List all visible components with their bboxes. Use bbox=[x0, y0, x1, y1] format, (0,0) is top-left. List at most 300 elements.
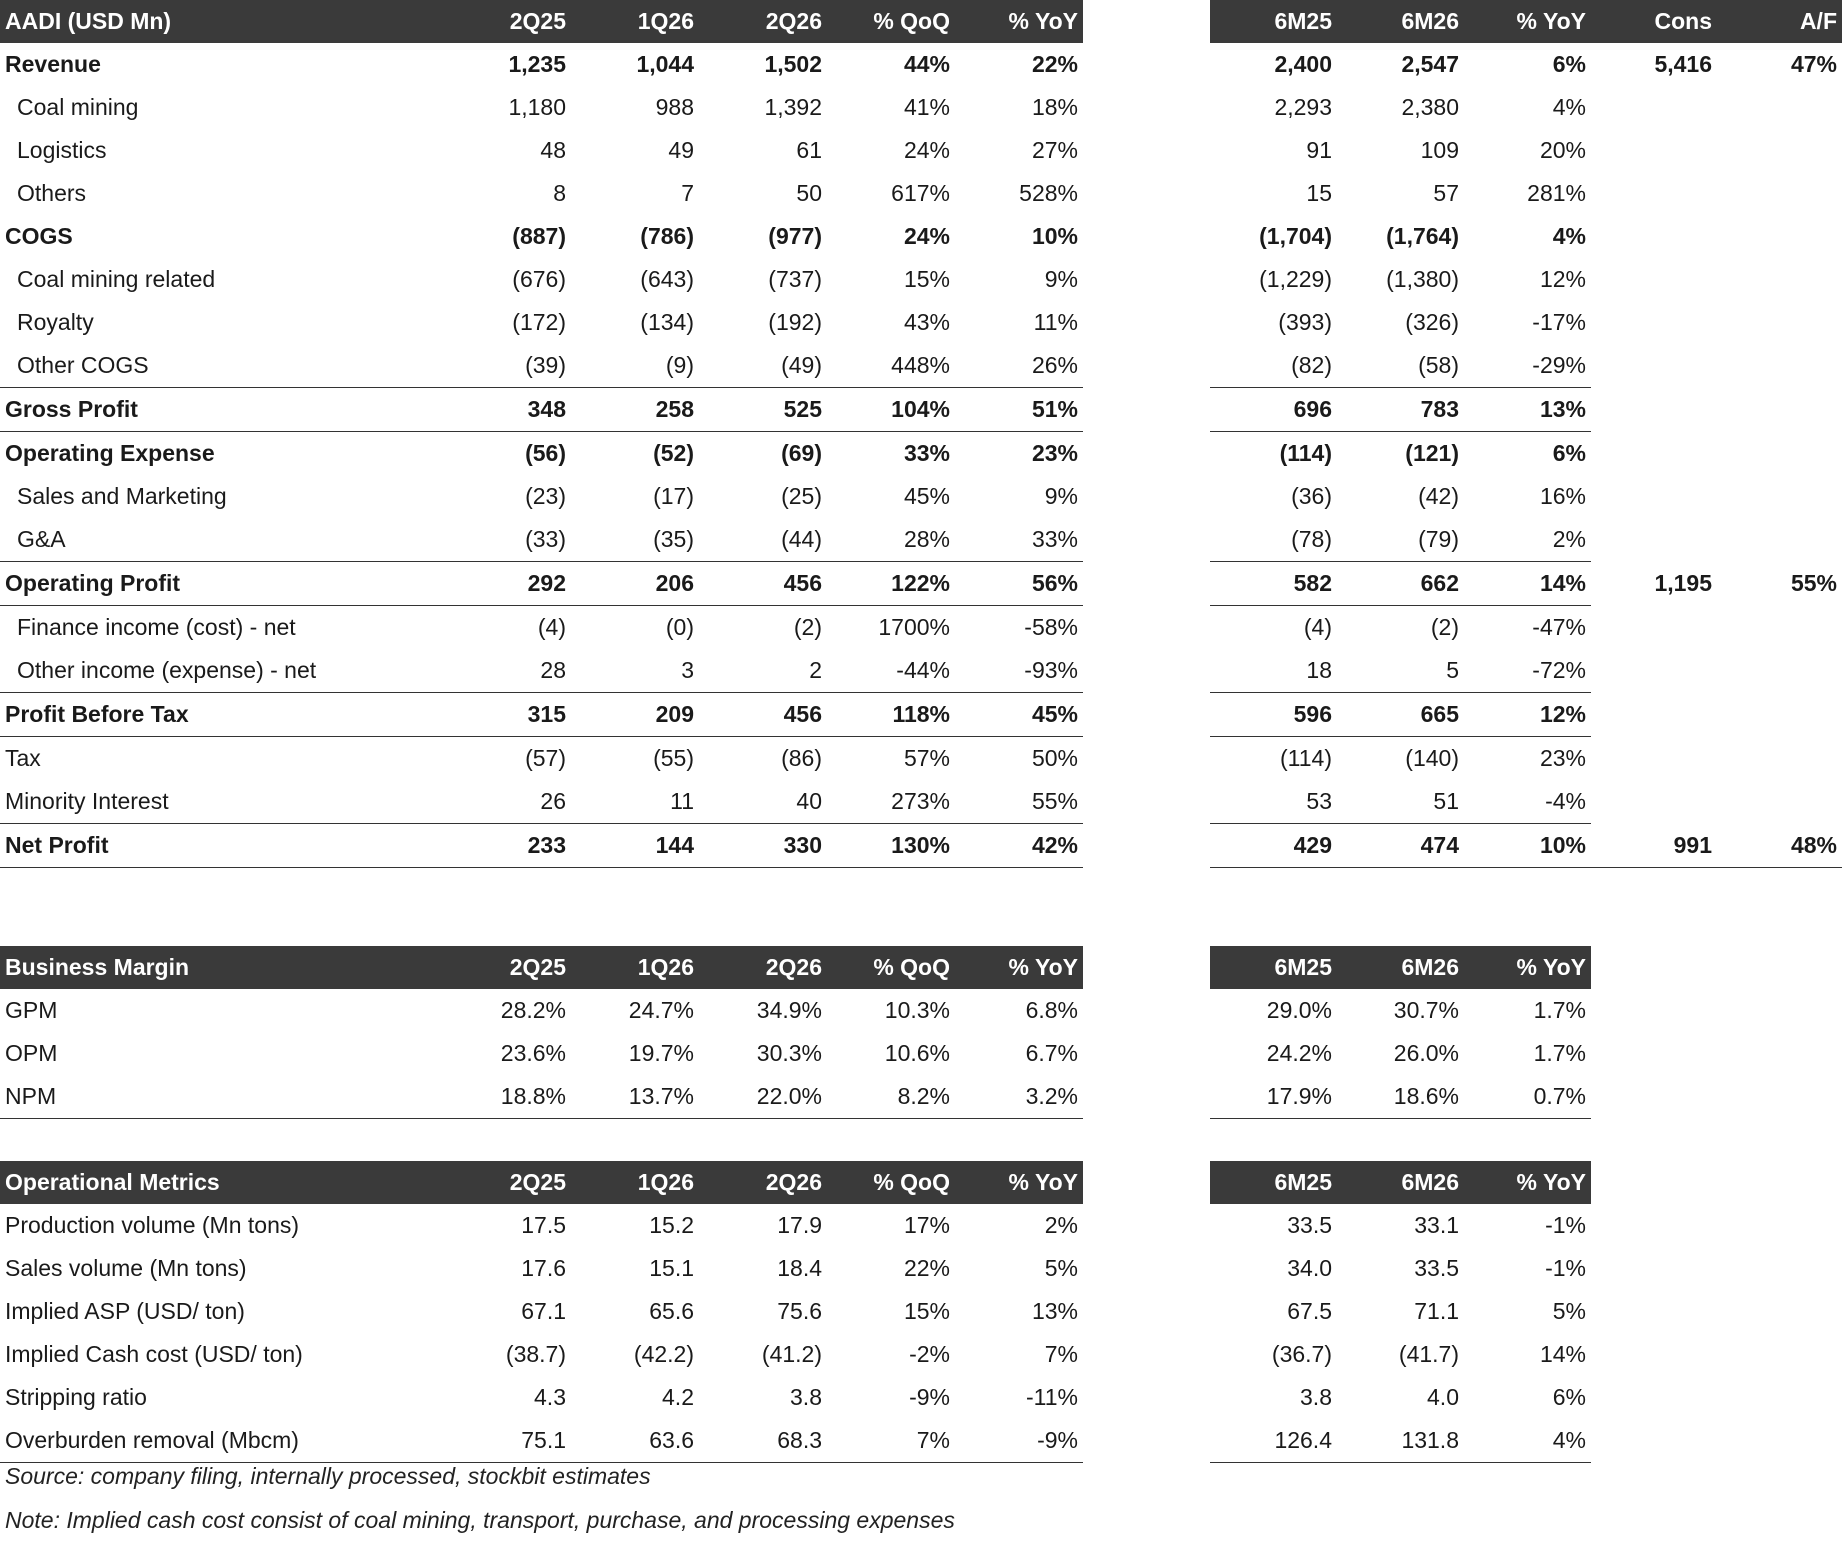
value-cell: (44) bbox=[781, 526, 822, 552]
value-cell: 2,400 bbox=[1274, 51, 1332, 77]
value-cell: 4% bbox=[1552, 223, 1586, 249]
value-cell: (737) bbox=[768, 266, 822, 292]
value-cell bbox=[1717, 215, 1842, 258]
ops-left-body bbox=[0, 1204, 1083, 1463]
value-cell: 71.1 bbox=[1414, 1298, 1459, 1324]
value-cell: (41.7) bbox=[1398, 1341, 1459, 1367]
header-cell: % YoY bbox=[1464, 1161, 1591, 1204]
value-cell: 17% bbox=[903, 1212, 950, 1238]
table-row bbox=[1210, 824, 1842, 868]
value-cell: 1.7% bbox=[1533, 997, 1586, 1023]
ops-right-body bbox=[1210, 1204, 1591, 1463]
value-cell: 1.7% bbox=[1533, 1040, 1586, 1066]
value-cell: 8.2% bbox=[827, 1075, 955, 1119]
value-cell: 10.3% bbox=[884, 997, 950, 1023]
value-cell: (676) bbox=[512, 266, 566, 292]
header-cell: % QoQ bbox=[827, 946, 955, 989]
row-label: Logistics bbox=[17, 137, 107, 163]
table-row bbox=[1210, 780, 1842, 824]
table-row bbox=[1210, 518, 1842, 562]
table-row bbox=[1210, 1333, 1591, 1376]
value-cell: -9% bbox=[955, 1419, 1083, 1463]
income-statement-halfyear-table bbox=[1210, 0, 1842, 868]
row-label: Profit Before Tax bbox=[0, 693, 443, 737]
header-cell: % QoQ bbox=[827, 0, 955, 43]
value-cell: 206 bbox=[571, 562, 699, 606]
value-cell: 5% bbox=[1044, 1255, 1078, 1281]
table-row bbox=[0, 1376, 1083, 1419]
header-cell: 1Q26 bbox=[571, 1161, 699, 1204]
value-cell: 10% bbox=[1464, 824, 1591, 868]
row-label: Other income (expense) - net bbox=[17, 657, 317, 683]
value-cell: 55% bbox=[1031, 788, 1078, 814]
value-cell: 28% bbox=[903, 526, 950, 552]
header-cell: Operational Metrics bbox=[0, 1161, 443, 1204]
value-cell: 258 bbox=[571, 388, 699, 432]
value-cell: (56) bbox=[443, 432, 571, 476]
value-cell: 2,547 bbox=[1401, 51, 1459, 77]
table-row bbox=[0, 989, 1083, 1032]
value-cell: 582 bbox=[1210, 562, 1337, 606]
margin-right-body bbox=[1210, 989, 1591, 1119]
table-row bbox=[0, 824, 1083, 868]
value-cell: (786) bbox=[640, 223, 694, 249]
value-cell: 525 bbox=[699, 388, 827, 432]
value-cell: (643) bbox=[640, 266, 694, 292]
value-cell: 3.8 bbox=[790, 1384, 822, 1410]
value-cell: (134) bbox=[640, 309, 694, 335]
value-cell: 53 bbox=[1306, 788, 1332, 814]
value-cell: 4% bbox=[1464, 1419, 1591, 1463]
value-cell: 67.5 bbox=[1287, 1298, 1332, 1324]
header-cell: % QoQ bbox=[827, 1161, 955, 1204]
income-statement-quarterly-table bbox=[0, 0, 1083, 868]
value-cell: 50% bbox=[955, 737, 1083, 781]
row-label: NPM bbox=[0, 1075, 443, 1119]
value-cell: 315 bbox=[443, 693, 571, 737]
table-row bbox=[1210, 1376, 1591, 1419]
value-cell: 47% bbox=[1790, 51, 1837, 77]
value-cell: 7% bbox=[827, 1419, 955, 1463]
value-cell: (82) bbox=[1291, 352, 1332, 378]
value-cell: 131.8 bbox=[1337, 1419, 1464, 1463]
value-cell: 28.2% bbox=[500, 997, 566, 1023]
value-cell: 662 bbox=[1337, 562, 1464, 606]
value-cell: 18.4 bbox=[777, 1255, 822, 1281]
header-cell: 6M25 bbox=[1210, 946, 1337, 989]
row-label: GPM bbox=[5, 997, 58, 1023]
value-cell: 456 bbox=[699, 562, 827, 606]
row-label: Production volume (Mn tons) bbox=[5, 1212, 300, 1238]
value-cell: 9% bbox=[1044, 266, 1078, 292]
value-cell bbox=[1591, 86, 1717, 129]
value-cell: (977) bbox=[768, 223, 822, 249]
value-cell: (36) bbox=[1291, 483, 1332, 509]
value-cell: 1,235 bbox=[508, 51, 566, 77]
value-cell: 23% bbox=[1464, 737, 1591, 781]
value-cell: 104% bbox=[827, 388, 955, 432]
value-cell: 10% bbox=[1031, 223, 1078, 249]
value-cell: 988 bbox=[655, 94, 694, 120]
value-cell bbox=[1591, 475, 1717, 518]
value-cell: 30.7% bbox=[1393, 997, 1459, 1023]
value-cell: (33) bbox=[525, 526, 566, 552]
value-cell: 14% bbox=[1539, 1341, 1586, 1367]
value-cell bbox=[1591, 649, 1717, 693]
value-cell: 1,180 bbox=[508, 94, 566, 120]
value-cell: (79) bbox=[1418, 526, 1459, 552]
value-cell: 6.8% bbox=[1025, 997, 1078, 1023]
value-cell: 11 bbox=[670, 788, 694, 814]
value-cell: 68.3 bbox=[699, 1419, 827, 1463]
value-cell: 34.9% bbox=[756, 997, 822, 1023]
value-cell: (41.2) bbox=[761, 1341, 822, 1367]
value-cell: (39) bbox=[525, 352, 566, 378]
value-cell bbox=[1591, 518, 1717, 562]
table-row bbox=[0, 432, 1083, 476]
table-row bbox=[0, 86, 1083, 129]
value-cell: (36.7) bbox=[1271, 1341, 1332, 1367]
table-header bbox=[0, 946, 1083, 989]
value-cell: 4.2 bbox=[662, 1384, 694, 1410]
value-cell: 17.5 bbox=[521, 1212, 566, 1238]
value-cell: 33% bbox=[827, 432, 955, 476]
table-row bbox=[0, 1075, 1083, 1119]
value-cell: 26.0% bbox=[1393, 1040, 1459, 1066]
value-cell bbox=[1717, 301, 1842, 344]
table-row bbox=[0, 1032, 1083, 1075]
value-cell: (49) bbox=[781, 352, 822, 378]
value-cell: 474 bbox=[1337, 824, 1464, 868]
value-cell: 456 bbox=[699, 693, 827, 737]
value-cell: 5,416 bbox=[1654, 51, 1712, 77]
value-cell: 50 bbox=[796, 180, 822, 206]
table-row bbox=[1210, 129, 1842, 172]
value-cell: 51% bbox=[955, 388, 1083, 432]
value-cell: 15% bbox=[903, 1298, 950, 1324]
header-cell: 6M25 bbox=[1210, 0, 1337, 43]
value-cell: (0) bbox=[571, 606, 699, 650]
value-cell: 67.1 bbox=[521, 1298, 566, 1324]
header-cell: 6M25 bbox=[1210, 1161, 1337, 1204]
value-cell: 33.5 bbox=[1414, 1255, 1459, 1281]
table-header bbox=[1210, 0, 1842, 43]
value-cell: 24.7% bbox=[628, 997, 694, 1023]
value-cell: 4.0 bbox=[1427, 1384, 1459, 1410]
value-cell bbox=[1591, 693, 1717, 737]
value-cell: 42% bbox=[955, 824, 1083, 868]
value-cell bbox=[1717, 129, 1842, 172]
value-cell bbox=[1717, 172, 1842, 215]
row-label: Gross Profit bbox=[0, 388, 443, 432]
footnote: Note: Implied cash cost consist of coal mining, transport, purchase, and processing expenses bbox=[5, 1507, 955, 1533]
table-row bbox=[1210, 989, 1591, 1032]
value-cell: -47% bbox=[1464, 606, 1591, 650]
table-row bbox=[1210, 388, 1842, 432]
row-label: Other COGS bbox=[17, 352, 149, 378]
value-cell bbox=[1717, 432, 1842, 476]
source-note: Source: company filing, internally processed, stockbit estimates bbox=[5, 1463, 651, 1489]
value-cell: (2) bbox=[699, 606, 827, 650]
value-cell: 18.6% bbox=[1337, 1075, 1464, 1119]
row-label: Coal mining related bbox=[17, 266, 216, 292]
table-row bbox=[1210, 606, 1842, 650]
table-row bbox=[1210, 172, 1842, 215]
value-cell: (52) bbox=[571, 432, 699, 476]
value-cell: 55% bbox=[1790, 570, 1837, 596]
row-label: OPM bbox=[5, 1040, 58, 1066]
value-cell: 22% bbox=[903, 1255, 950, 1281]
value-cell: 18% bbox=[1031, 94, 1078, 120]
table-row bbox=[0, 1204, 1083, 1247]
table-header bbox=[1210, 1161, 1591, 1204]
value-cell: 118% bbox=[827, 693, 955, 737]
value-cell bbox=[1717, 606, 1842, 650]
value-cell: (1,229) bbox=[1259, 266, 1332, 292]
value-cell: 665 bbox=[1337, 693, 1464, 737]
value-cell: (114) bbox=[1210, 432, 1337, 476]
table-row bbox=[0, 562, 1083, 606]
table-row bbox=[0, 693, 1083, 737]
table-row bbox=[1210, 43, 1842, 86]
value-cell: 209 bbox=[571, 693, 699, 737]
value-cell: 9% bbox=[1044, 483, 1078, 509]
value-cell: (58) bbox=[1418, 352, 1459, 378]
value-cell: 18 bbox=[1306, 657, 1332, 683]
value-cell: 22.0% bbox=[699, 1075, 827, 1119]
header-cell: 6M26 bbox=[1337, 0, 1464, 43]
header-cell: Cons bbox=[1591, 0, 1717, 43]
value-cell: 56% bbox=[955, 562, 1083, 606]
value-cell bbox=[1717, 780, 1842, 824]
value-cell: (69) bbox=[699, 432, 827, 476]
value-cell: 3 bbox=[681, 657, 694, 683]
value-cell: 528% bbox=[1019, 180, 1078, 206]
value-cell: 15% bbox=[903, 266, 950, 292]
value-cell: 17.9 bbox=[777, 1212, 822, 1238]
value-cell: (114) bbox=[1210, 737, 1337, 781]
value-cell: (17) bbox=[653, 483, 694, 509]
value-cell bbox=[1591, 388, 1717, 432]
table-row bbox=[1210, 301, 1842, 344]
value-cell: (86) bbox=[699, 737, 827, 781]
value-cell: (9) bbox=[665, 352, 694, 378]
value-cell: 91 bbox=[1306, 137, 1332, 163]
value-cell bbox=[1717, 518, 1842, 562]
table-row bbox=[0, 1333, 1083, 1376]
value-cell: 2 bbox=[809, 657, 822, 683]
value-cell: 783 bbox=[1337, 388, 1464, 432]
income-right-body bbox=[1210, 43, 1842, 868]
value-cell bbox=[1591, 172, 1717, 215]
value-cell: 41% bbox=[903, 94, 950, 120]
row-label: Implied Cash cost (USD/ ton) bbox=[5, 1341, 303, 1367]
value-cell: (1,380) bbox=[1386, 266, 1459, 292]
table-header bbox=[1210, 946, 1591, 989]
value-cell: 23% bbox=[955, 432, 1083, 476]
value-cell: 44% bbox=[903, 51, 950, 77]
header-cell: 2Q26 bbox=[699, 1161, 827, 1204]
value-cell bbox=[1717, 388, 1842, 432]
value-cell: 2% bbox=[1552, 526, 1586, 552]
value-cell: 28 bbox=[540, 657, 566, 683]
row-label: G&A bbox=[17, 526, 66, 552]
table-row bbox=[0, 129, 1083, 172]
value-cell: -2% bbox=[909, 1341, 950, 1367]
value-cell: 233 bbox=[443, 824, 571, 868]
operational-metrics-quarterly-table bbox=[0, 1161, 1083, 1463]
value-cell: 5% bbox=[1552, 1298, 1586, 1324]
table-row bbox=[0, 780, 1083, 824]
row-label: Revenue bbox=[5, 51, 101, 77]
header-cell: 1Q26 bbox=[571, 946, 699, 989]
value-cell: 57% bbox=[827, 737, 955, 781]
value-cell: 29.0% bbox=[1266, 997, 1332, 1023]
row-label: Others bbox=[17, 180, 87, 206]
value-cell: 8 bbox=[553, 180, 566, 206]
row-label: Operating Expense bbox=[0, 432, 443, 476]
value-cell: 48 bbox=[540, 137, 566, 163]
header-cell: 6M26 bbox=[1337, 946, 1464, 989]
value-cell: (172) bbox=[512, 309, 566, 335]
table-row bbox=[0, 344, 1083, 388]
table-row bbox=[0, 43, 1083, 86]
value-cell: (326) bbox=[1405, 309, 1459, 335]
value-cell: 348 bbox=[443, 388, 571, 432]
value-cell bbox=[1591, 780, 1717, 824]
value-cell: 23.6% bbox=[500, 1040, 566, 1066]
header-cell: 1Q26 bbox=[571, 0, 699, 43]
value-cell: 3.2% bbox=[955, 1075, 1083, 1119]
value-cell: -1% bbox=[1545, 1212, 1586, 1238]
value-cell: 448% bbox=[891, 352, 950, 378]
value-cell: (121) bbox=[1337, 432, 1464, 476]
value-cell: 15.2 bbox=[649, 1212, 694, 1238]
value-cell: (35) bbox=[653, 526, 694, 552]
value-cell: -17% bbox=[1532, 309, 1586, 335]
table-row bbox=[0, 649, 1083, 693]
table-row bbox=[1210, 344, 1842, 388]
value-cell: (25) bbox=[781, 483, 822, 509]
table-row bbox=[0, 388, 1083, 432]
value-cell: (42) bbox=[1418, 483, 1459, 509]
table-row bbox=[1210, 737, 1842, 781]
value-cell: 75.1 bbox=[443, 1419, 571, 1463]
value-cell: 33.1 bbox=[1414, 1212, 1459, 1238]
value-cell bbox=[1717, 86, 1842, 129]
value-cell bbox=[1591, 301, 1717, 344]
value-cell: (1,704) bbox=[1259, 223, 1332, 249]
table-row bbox=[0, 258, 1083, 301]
value-cell: 22% bbox=[1031, 51, 1078, 77]
value-cell: 33.5 bbox=[1287, 1212, 1332, 1238]
value-cell: 27% bbox=[1031, 137, 1078, 163]
value-cell: 122% bbox=[827, 562, 955, 606]
table-row bbox=[0, 1290, 1083, 1333]
value-cell: 3.8 bbox=[1300, 1384, 1332, 1410]
table-row bbox=[1210, 649, 1842, 693]
business-margin-quarterly-table bbox=[0, 946, 1083, 1119]
value-cell: 126.4 bbox=[1210, 1419, 1337, 1463]
row-label: Finance income (cost) - net bbox=[0, 606, 443, 650]
value-cell: -44% bbox=[896, 657, 950, 683]
value-cell: 26 bbox=[540, 788, 566, 814]
table-row bbox=[0, 215, 1083, 258]
value-cell: 45% bbox=[955, 693, 1083, 737]
header-cell: 6M26 bbox=[1337, 1161, 1464, 1204]
value-cell: 24% bbox=[903, 137, 950, 163]
value-cell: (42.2) bbox=[633, 1341, 694, 1367]
value-cell: (23) bbox=[525, 483, 566, 509]
value-cell: (55) bbox=[571, 737, 699, 781]
row-label: Tax bbox=[0, 737, 443, 781]
table-row bbox=[0, 518, 1083, 562]
value-cell: 17.9% bbox=[1210, 1075, 1337, 1119]
value-cell: 34.0 bbox=[1287, 1255, 1332, 1281]
value-cell: 2% bbox=[1044, 1212, 1078, 1238]
value-cell: 7% bbox=[1044, 1341, 1078, 1367]
table-row bbox=[1210, 1419, 1591, 1463]
value-cell: 596 bbox=[1210, 693, 1337, 737]
header-cell: Business Margin bbox=[0, 946, 443, 989]
value-cell: 40 bbox=[796, 788, 822, 814]
row-label: Sales and Marketing bbox=[17, 483, 227, 509]
value-cell: 11% bbox=[1033, 309, 1078, 335]
row-label: Sales volume (Mn tons) bbox=[5, 1255, 247, 1281]
value-cell: 2,293 bbox=[1274, 94, 1332, 120]
value-cell bbox=[1717, 475, 1842, 518]
header-cell: % YoY bbox=[955, 946, 1083, 989]
table-row bbox=[0, 606, 1083, 650]
header-cell: 2Q26 bbox=[699, 0, 827, 43]
value-cell: -93% bbox=[1024, 657, 1078, 683]
value-cell: 16% bbox=[1539, 483, 1586, 509]
value-cell: -4% bbox=[1545, 788, 1586, 814]
value-cell: 45% bbox=[903, 483, 950, 509]
value-cell: 19.7% bbox=[628, 1040, 694, 1066]
value-cell: 13% bbox=[1464, 388, 1591, 432]
value-cell: 26% bbox=[1031, 352, 1078, 378]
header-cell: AADI (USD Mn) bbox=[0, 0, 443, 43]
value-cell: 617% bbox=[891, 180, 950, 206]
header-cell: 2Q26 bbox=[699, 946, 827, 989]
value-cell: 24.2% bbox=[1266, 1040, 1332, 1066]
row-label: Coal mining bbox=[17, 94, 139, 120]
header-cell: A/F bbox=[1717, 0, 1842, 43]
value-cell: 18.8% bbox=[443, 1075, 571, 1119]
value-cell: (57) bbox=[443, 737, 571, 781]
table-row bbox=[1210, 1204, 1591, 1247]
value-cell: 75.6 bbox=[777, 1298, 822, 1324]
value-cell: 17.6 bbox=[521, 1255, 566, 1281]
header-cell: 2Q25 bbox=[443, 946, 571, 989]
value-cell bbox=[1717, 258, 1842, 301]
value-cell: 292 bbox=[443, 562, 571, 606]
value-cell: 6% bbox=[1464, 432, 1591, 476]
value-cell: 109 bbox=[1420, 137, 1459, 163]
header-cell: 2Q25 bbox=[443, 0, 571, 43]
table-row bbox=[1210, 1290, 1591, 1333]
value-cell: 14% bbox=[1464, 562, 1591, 606]
row-label: Overburden removal (Mbcm) bbox=[0, 1419, 443, 1463]
value-cell: 4% bbox=[1552, 94, 1586, 120]
value-cell bbox=[1591, 258, 1717, 301]
row-label: Implied ASP (USD/ ton) bbox=[5, 1298, 245, 1324]
value-cell bbox=[1591, 344, 1717, 388]
value-cell: 6% bbox=[1552, 51, 1586, 77]
value-cell: (140) bbox=[1337, 737, 1464, 781]
value-cell: 15.1 bbox=[649, 1255, 694, 1281]
